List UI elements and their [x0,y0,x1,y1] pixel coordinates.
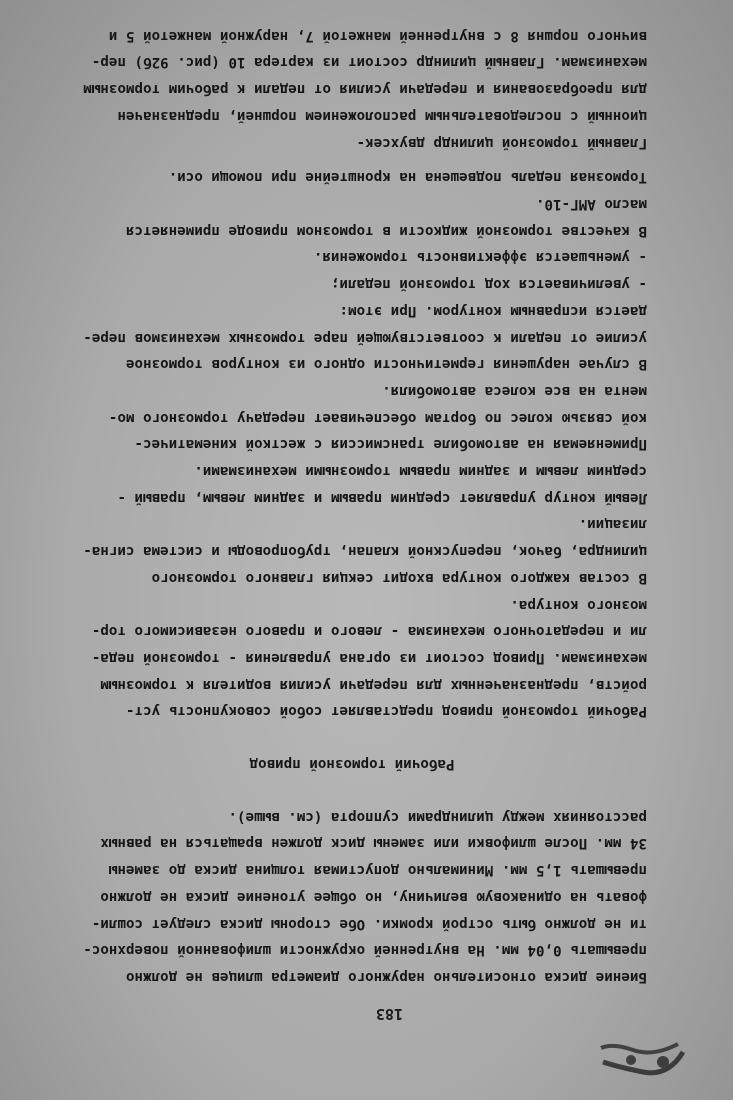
text-line: В состав каждого контура входит секция главного тормозного [151,569,647,586]
text-line: масло АМГ-10. [535,196,647,213]
text-line: ционный с последовательным расположением поршней, предназначен [117,107,647,124]
text-line: лизации. [578,516,647,533]
text-line: В качестве тормозной жидкости в тормозном приводе применяется [125,222,647,239]
text-line: В случае нарушения герметичности одного из контуров тормозное [125,356,647,373]
text-line: Тормозная педаль подвешена на кронштейне при помощи оси. [168,169,647,186]
text-line: Левый контур управляет средним правым и задним левым, правый - [117,489,647,506]
text-line: механизмам. Главный цилиндр состоит из картера 10 (рис. 92б) пер- [91,54,647,71]
text-line: дается исправным контуром. При этом: [339,302,647,319]
text-line: механизмам. Привод состоит из органа управления - тормозной педа- [91,649,647,666]
text-line: цилиндра, бачок, перепускной клапан, трубопроводы и система сигна- [83,543,647,560]
text-line: превышать 1,5 мм. Минимально допустимая толщина диска до замены [108,862,647,879]
page-number: 183 [375,1005,403,1023]
text-line: Биение диска относительно наружного диаметра шлицев не должно [125,969,647,985]
text-line: 34 мм. После шлифовки или замены диск должен вращаться на равных [100,835,647,852]
text-line: Применяемая на автомобиле трансмиссия с жесткой кинематичес- [134,436,647,453]
section-heading: Рабочий тормозной привод [249,756,455,773]
text-line: ройств, предназначенных для передачи усилия водителя к тормозным [100,676,647,693]
text-line: ти не должно быть острой кромки. Обе стороны диска следует сошли- [91,915,647,932]
text-line: превышать 0,04 мм. На внутренней окружности шлифованной поверхнос- [83,942,647,959]
text-line: Рабочий тормозной привод представляет собой совокупность уст- [125,703,647,720]
text-line: - увеличивается ход тормозной педали; [330,276,647,293]
text-line: вичного поршня 8 с внутренней манжетой 7, наружной манжетой 5 и [108,27,647,44]
text-line: кой связью колес по бортам обеспечивает передачу тормозного мо- [108,409,647,426]
text-line: средним левым и задним правым тормозными механизмами. [194,463,647,480]
text-line: мента на все колеса автомобиля. [382,382,647,399]
text-line: ли и передаточного механизма - левого и правого независимого тор- [91,623,647,640]
text-line: мозного контура. [510,596,647,613]
corner-stamp-mark [593,1032,693,1092]
body-text [57,22,647,990]
text-line: расстояниях между цилиндрами суппорта (см. выше). [228,808,647,825]
subsection-heading: Главный тормозной цилиндр двухсек- [356,134,647,151]
text-line: для преобразования и передачи усилия от педали к рабочим тормозным [83,81,647,98]
text-line: - уменьшается эффективность торможения. [313,249,647,266]
text-line: усилие от педали к соответствующей паре тормозных механизмов пере- [83,329,647,346]
text-line: фовать на одинаковую величину, но общее утонение диска не должно [100,888,647,905]
